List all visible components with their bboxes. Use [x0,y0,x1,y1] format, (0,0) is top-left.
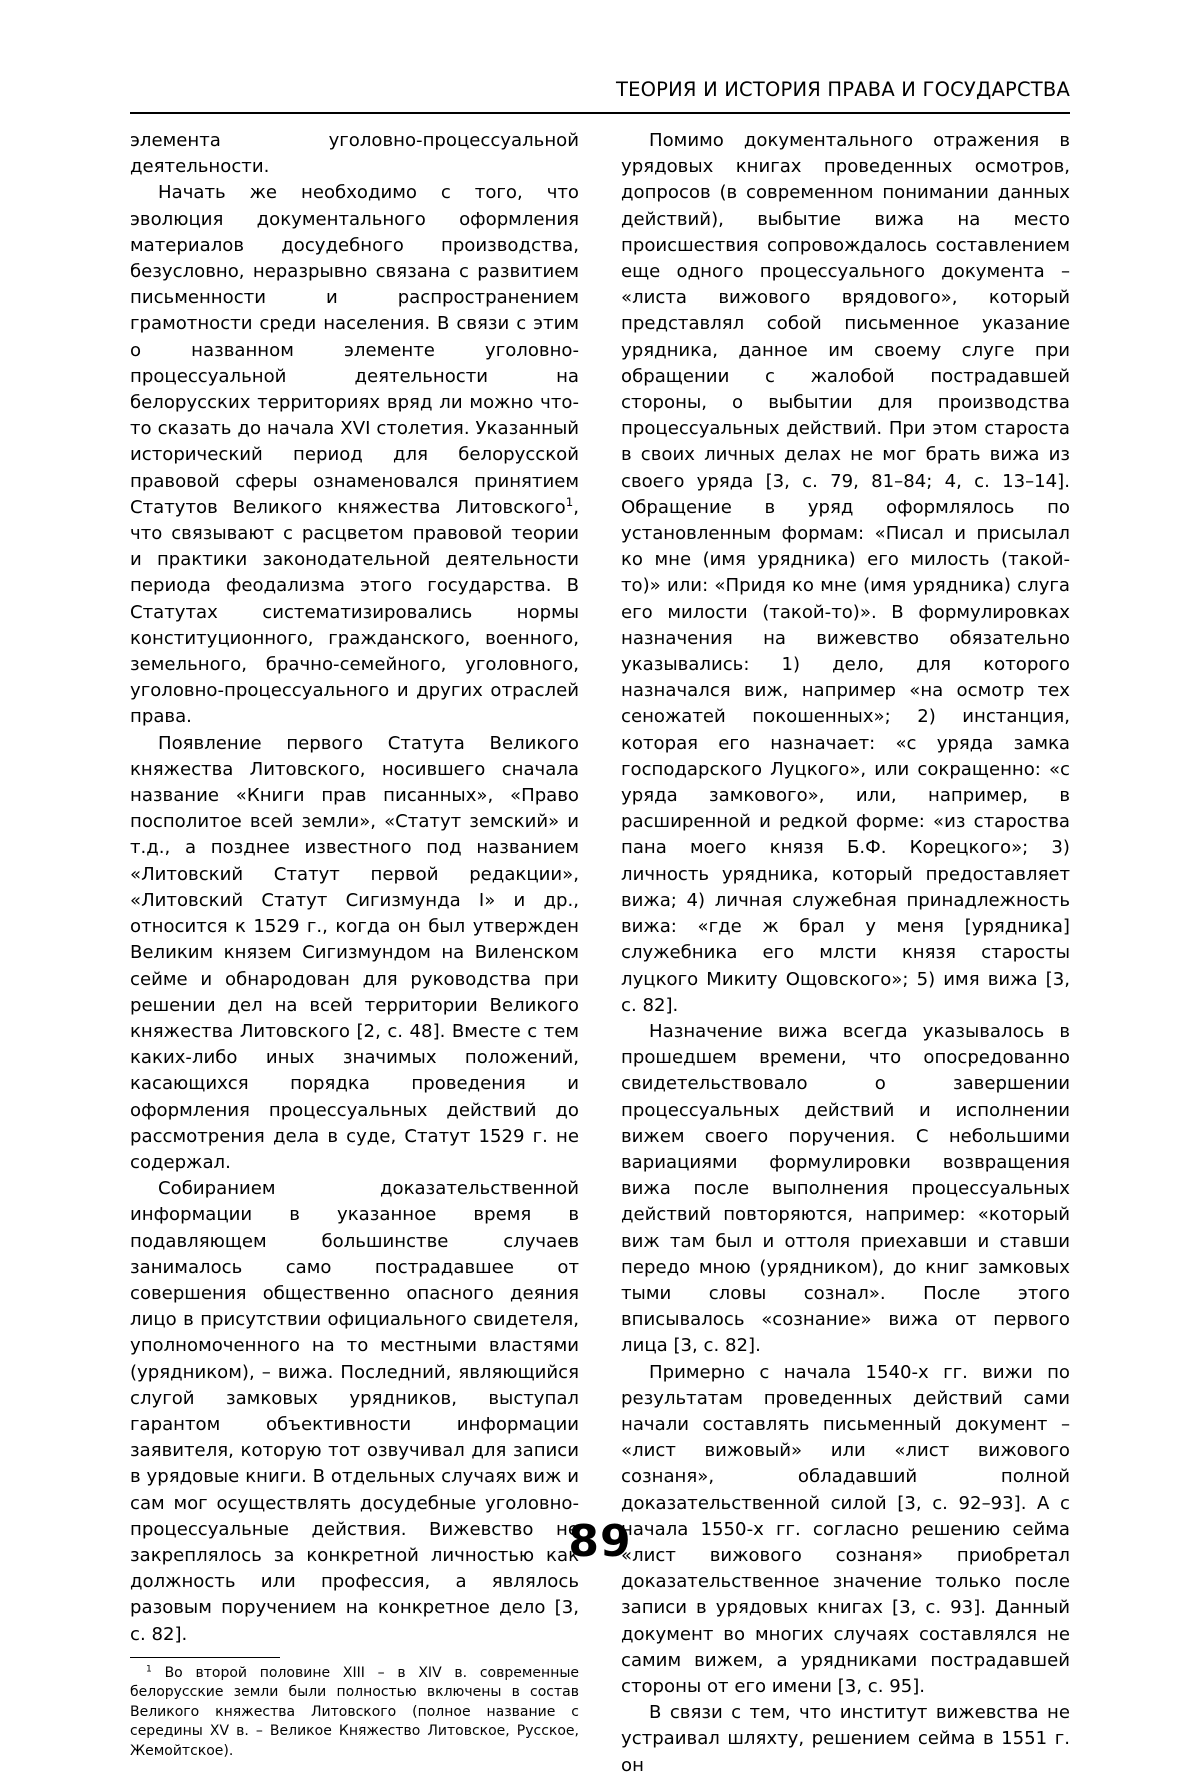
footnote-marker: 1 [565,494,574,509]
running-header [130,78,1070,101]
header-divider [130,112,1070,114]
paragraph: В связи с тем, что институт вижевства не устраивал шляхту, решением сейма в 1551 г. он [621,1702,1070,1776]
paragraph: элемента уголовно-процессуальной деятельности. [130,130,579,178]
paragraph-text-tail: , что связывают с расцветом правовой теории и практики законодательной деятельности периода феодализма этого государства. В Статутах систематизировались нормы конституционного, гражданского, военного, земельного, брачно-семейного, уголовного, уголовно-процессуального и других отраслей права. [130,496,579,728]
footnote-divider [130,1657,280,1658]
paragraph [130,180,579,730]
paragraph: Собиранием доказательственной информации в указанное время в подавляющем большинстве случаев занималось само пострадавшее от совершения общественно опасного деяния лицо в присутствии официального свидетеля, уполномоченного на то местными властями (урядником), – вижа. Последний, являющийся слугой замковых урядников, выступал гарантом объективности информации заявителя, которую тот озвучивал для записи в урядовые книги. В отдельных случаях виж и сам мог осуществлять досудебные уголовно-процессуальные действия. Вижевство не закреплялось за конкретной личностью как должность или профессия, а являлось разовым поручением на конкретное дело [3, с. 82]. [130,1178,579,1645]
page-number: 89 [568,1516,632,1567]
footnote [130,1664,579,1762]
paragraph-text: Начать же необходимо с того, что эволюция документального оформления материалов досудебного производства, безусловно, неразрывно связана с развитием письменности и распространением грамотности среди населения. В связи с этим о названном элементе уголовно-процессуальной деятельности на белорусских территориях вряд ли можно что-то сказать до начала XVI столетия. Указанный исторический период для белорусской правовой сферы ознаменовался принятием Статутов Великого княжества Литовского [130,182,579,518]
running-header-title: ТЕОРИЯ И ИСТОРИЯ ПРАВА И ГОСУДАРСТВА [616,78,1070,101]
paragraph: Появление первого Статута Великого княжества Литовского, носившего сначала название «Книги прав писанных», «Право посполитое всей земли», «Статут земский» и т.д., а позднее известного под названием «Литовский Статут первой редакции», «Литовский Статут Сигизмунда I» и др., относится к 1529 г., когда он был утвержден Великим князем Сигизмундом на Виленском сейме и обнародован для руководства при решении дел на всей территории Великого княжества Литовского [2, с. 48]. Вместе с тем каких-либо иных значимых положений, касающихся порядка проведения и оформления процессуальных действий до рассмотрения дела в суде, Статут 1529 г. не содержал. [130,732,579,1173]
footnote-text: Во второй половине XIII – в XIV в. современные белорусские земли были полностью включены в состав Великого княжества Литовского (полное название с середины XV в. – Великое Княжество Литовское, Русское, Жемойтское). [130,1664,580,1759]
paragraph: Примерно с начала 1540-х гг. вижи по результатам проведенных действий сами начали составлять письменный документ – «лист вижовый» или «лист вижового сознаня», обладавший полной доказательственной силой [3, с. 92–93]. А с начала 1550-х гг. согласно решению сейма «лист вижового сознаня» приобретал доказательственное значение только после записи в урядовых книгах [3, с. 93]. Данный документ во многих случаях составлялся не самим вижем, а урядниками пострадавшей стороны от его имени [3, с. 95]. [621,1361,1070,1697]
paragraph: Помимо документального отражения в урядовых книгах проведенных осмотров, допросов (в современном понимании данных действий), выбытие вижа на место происшествия сопровождалось составлением еще одного процессуального документа – «листа вижового врядового», который представлял собой письменное указание урядника, данное им своему слуге при обращении с жалобой пострадавшей стороны, о выбытии для производства процессуальных действий. При этом староста в своих личных делах не мог брать вижа из своего уряда [3, с. 79, 81–84; 4, с. 13–14]. Обращение в уряд оформлялось по установленным формам: «Писал и присылал ко мне (имя урядника) его милость (такой-то)» или: «Придя ко мне (имя урядника) слуга его милости (такой-то)». В формулировках назначения на вижевство обязательно указывались: 1) дело, для которого назначался виж, например «на осмотр тех сеножатей покошенных»; 2) инстанция, которая его назначает: «с уряда замка господарского Луцкого», или сокращенно: «с уряда замкового», или, например, в расширенной и редкой форме: «из староства пана моего князя Б.Ф. Корецкого»; 3) личность урядника, который предоставляет вижа; 4) личная служебная принадлежность вижа: «где ж брал у меня [урядника] служебника его млсти князя старосты луцкого Микиту Ощовского»; 5) имя вижа [3, с. 82]. [621,130,1070,1016]
paragraph: Назначение вижа всегда указывалось в прошедшем времени, что опосредованно свидетельствовало о завершении процессуальных действий и исполнении вижем своего поручения. С небольшими вариациями формулировки возвращения вижа после выполнения процессуальных действий повторяются, например: «который виж там был и оттоля приехавши и ставши передо мною (урядником), до книг замковых тыми словы сознал». После этого вписывалось «сознание» вижа от первого лица [3, с. 82]. [621,1020,1070,1357]
footnote-number: 1 [146,1664,152,1675]
